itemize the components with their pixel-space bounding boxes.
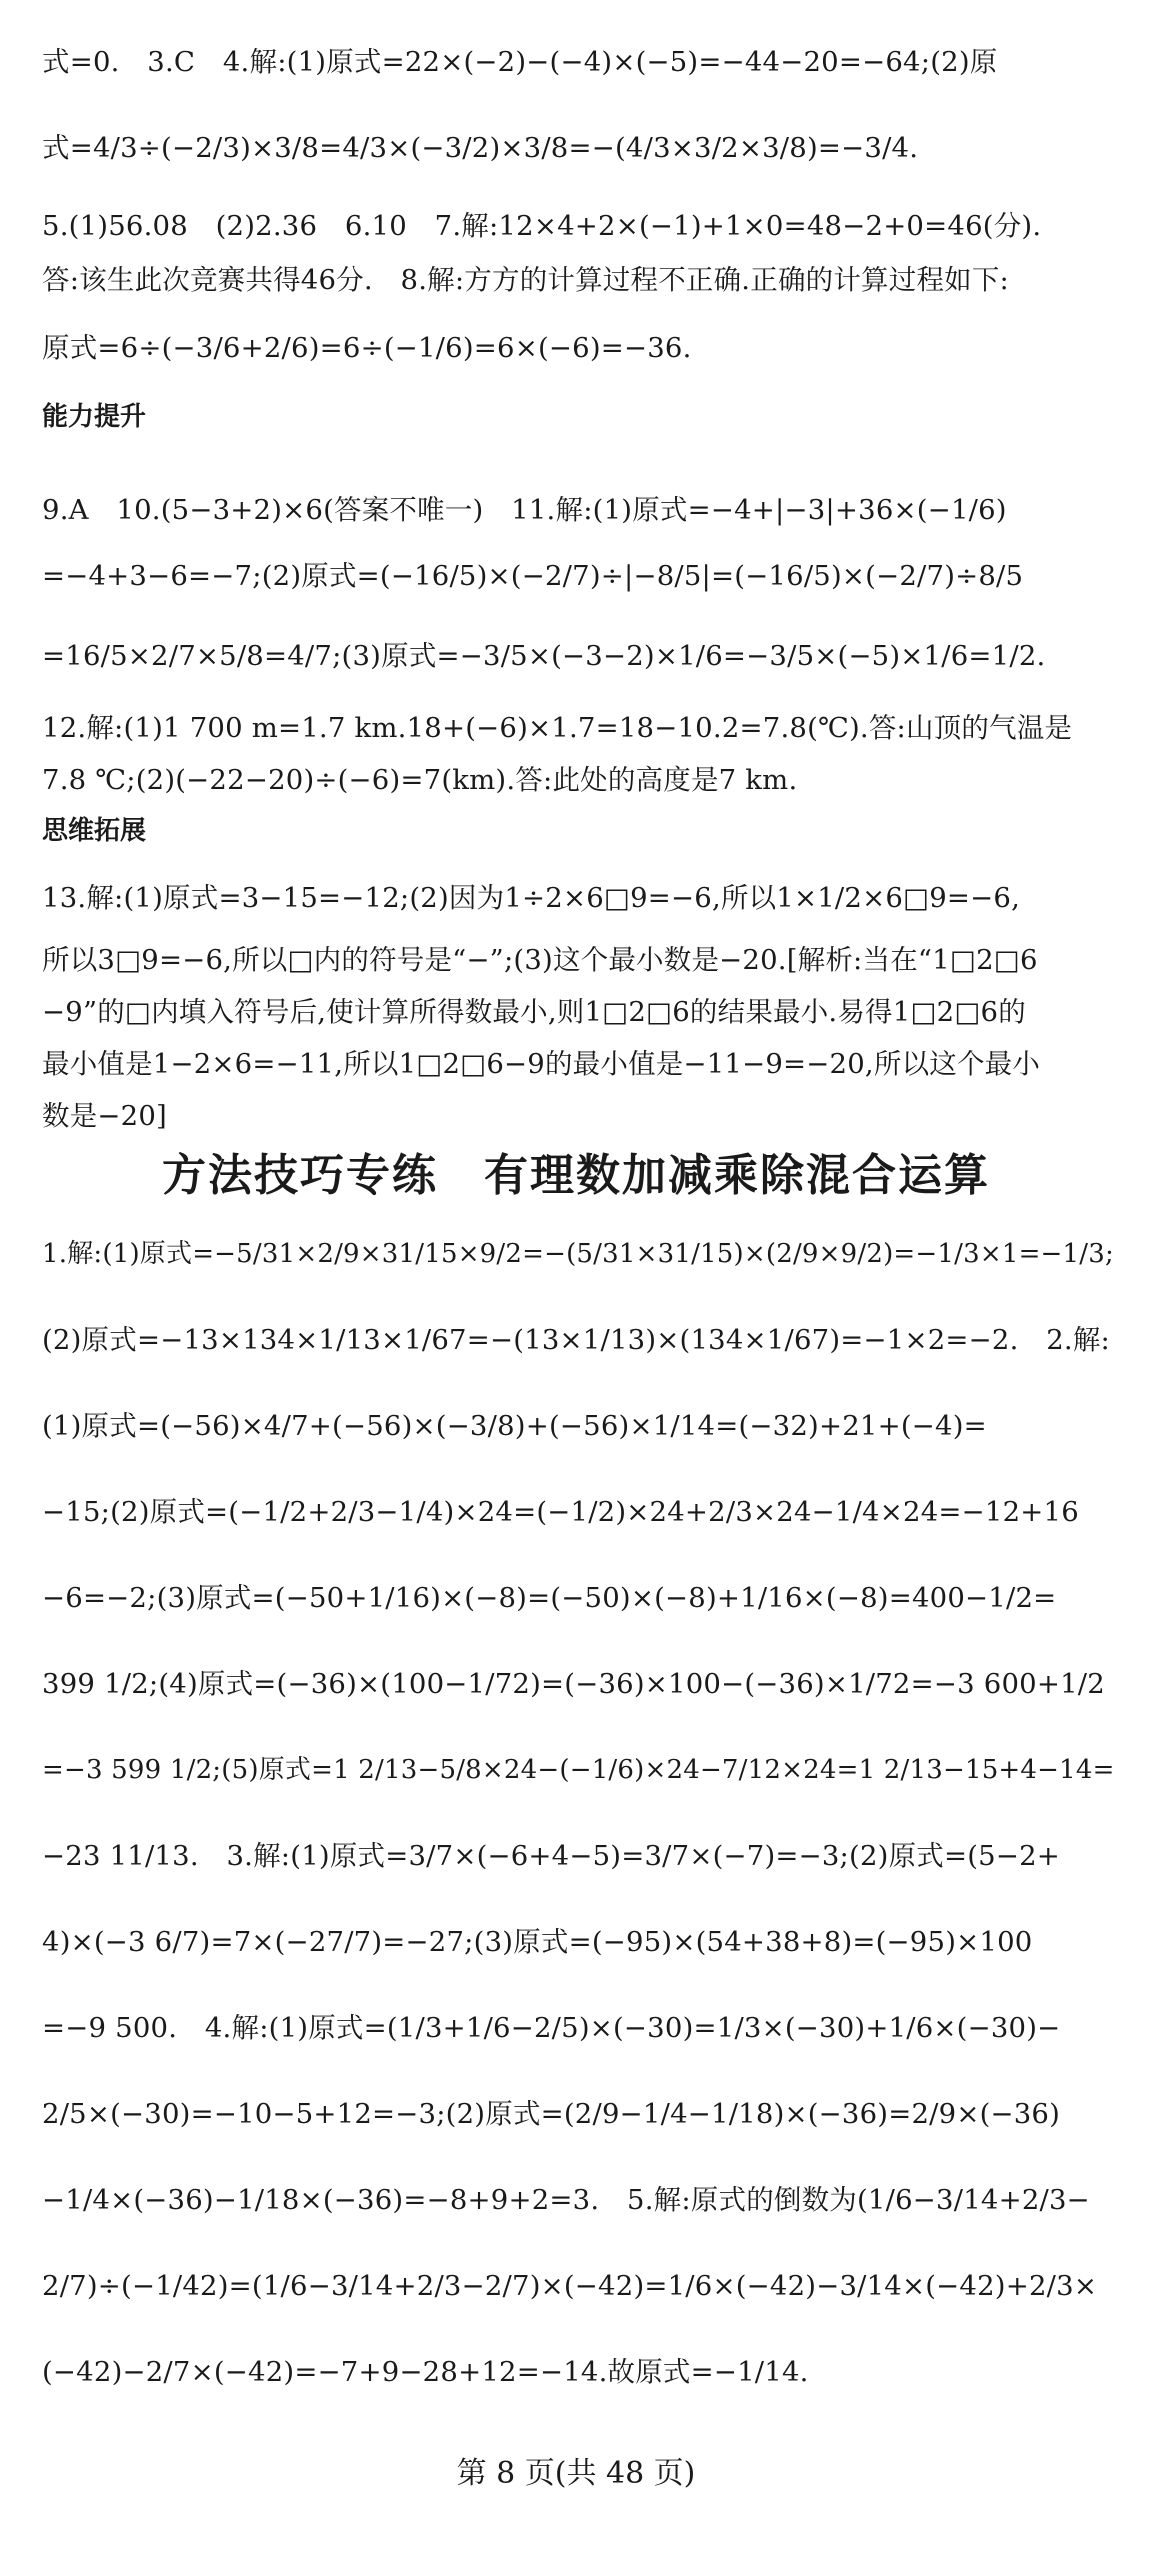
answer-line: 13.解:(1)原式=3−15=−12;(2)因为1÷2×6□9=−6,所以1×1/2×6□9=−6, [42, 882, 1021, 914]
answer-line: 1.解:(1)原式=−5/31×2/9×31/15×9/2=−(5/31×31/15)×(2/9×9/2)=−1/3×1=−1/3; [42, 1239, 1114, 1269]
answer-line: 答:该生此次竞赛共得46分. 8.解:方方的计算过程不正确.正确的计算过程如下: [42, 264, 1010, 296]
answer-line: 12.解:(1)1 700 m=1.7 km.18+(−6)×1.7=18−10.2=7.8(℃).答:山顶的气温是 [42, 712, 1073, 744]
answer-line: 原式=6÷(−3/6+2/6)=6÷(−1/6)=6×(−6)=−36. [42, 332, 692, 364]
page-footer: 第 8 页(共 48 页) [456, 2456, 696, 2491]
answer-line: −1/4×(−36)−1/18×(−36)=−8+9+2=3. 5.解:原式的倒数为(1/6−3/14+2/3− [42, 2184, 1090, 2216]
answer-line: 399 1/2;(4)原式=(−36)×(100−1/72)=(−36)×100−(−36)×1/72=−3 600+1/2 [42, 1668, 1105, 1700]
answer-line: =−3 599 1/2;(5)原式=1 2/13−5/8×24−(−1/6)×24−7/12×24=1 2/13−15+4−14= [42, 1755, 1115, 1785]
answer-line: 最小值是1−2×6=−11,所以1□2□6−9的最小值是−11−9=−20,所以这个最小 [42, 1048, 1041, 1080]
answer-line: 式=4/3÷(−2/3)×3/8=4/3×(−3/2)×3/8=−(4/3×3/2×3/8)=−3/4. [42, 132, 919, 164]
answer-line: (1)原式=(−56)×4/7+(−56)×(−3/8)+(−56)×1/14=(−32)+21+(−4)= [42, 1410, 987, 1442]
answer-line: =16/5×2/7×5/8=4/7;(3)原式=−3/5×(−3−2)×1/6=−3/5×(−5)×1/6=1/2. [42, 640, 1046, 672]
answer-line: 7.8 ℃;(2)(−22−20)÷(−6)=7(km).答:此处的高度是7 km. [42, 764, 798, 796]
answer-line: 所以3□9=−6,所以□内的符号是“−”;(3)这个最小数是−20.[解析:当在“1□2□6 [42, 944, 1038, 976]
answer-line: −9”的□内填入符号后,使计算所得数最小,则1□2□6的结果最小.易得1□2□6的 [42, 996, 1026, 1028]
answer-line: 数是−20] [42, 1100, 167, 1132]
answer-line: =−9 500. 4.解:(1)原式=(1/3+1/6−2/5)×(−30)=1/3×(−30)+1/6×(−30)− [42, 2012, 1061, 2044]
answer-line: 2/5×(−30)=−10−5+12=−3;(2)原式=(2/9−1/4−1/18)×(−36)=2/9×(−36) [42, 2098, 1061, 2130]
page-heading: 方法技巧专练 有理数加减乘除混合运算 [162, 1150, 990, 1201]
section-title: 思维拓展 [42, 816, 147, 846]
answer-line: (2)原式=−13×134×1/13×1/67=−(13×1/13)×(134×1/67)=−1×2=−2. 2.解: [42, 1324, 1111, 1356]
answer-line: −23 11/13. 3.解:(1)原式=3/7×(−6+4−5)=3/7×(−7)=−3;(2)原式=(5−2+ [42, 1840, 1061, 1872]
section-title: 能力提升 [42, 402, 147, 432]
answer-line: 2/7)÷(−1/42)=(1/6−3/14+2/3−2/7)×(−42)=1/6×(−42)−3/14×(−42)+2/3× [42, 2270, 1098, 2302]
answer-line: 5.(1)56.08 (2)2.36 6.10 7.解:12×4+2×(−1)+1×0=48−2+0=46(分). [42, 210, 1042, 242]
answer-line: −6=−2;(3)原式=(−50+1/16)×(−8)=(−50)×(−8)+1/16×(−8)=400−1/2= [42, 1582, 1057, 1614]
answer-line: −15;(2)原式=(−1/2+2/3−1/4)×24=(−1/2)×24+2/3×24−1/4×24=−12+16 [42, 1496, 1079, 1528]
answer-line: (−42)−2/7×(−42)=−7+9−28+12=−14.故原式=−1/14. [42, 2356, 809, 2388]
answer-line: 式=0. 3.C 4.解:(1)原式=22×(−2)−(−4)×(−5)=−44−20=−64;(2)原 [42, 46, 998, 78]
answer-line: 4)×(−3 6/7)=7×(−27/7)=−27;(3)原式=(−95)×(54+38+8)=(−95)×100 [42, 1926, 1033, 1958]
answer-line: 9.A 10.(5−3+2)×6(答案不唯一) 11.解:(1)原式=−4+|−3|+36×(−1/6) [42, 494, 1007, 526]
answer-line: =−4+3−6=−7;(2)原式=(−16/5)×(−2/7)÷|−8/5|=(−16/5)×(−2/7)÷8/5 [42, 560, 1024, 592]
